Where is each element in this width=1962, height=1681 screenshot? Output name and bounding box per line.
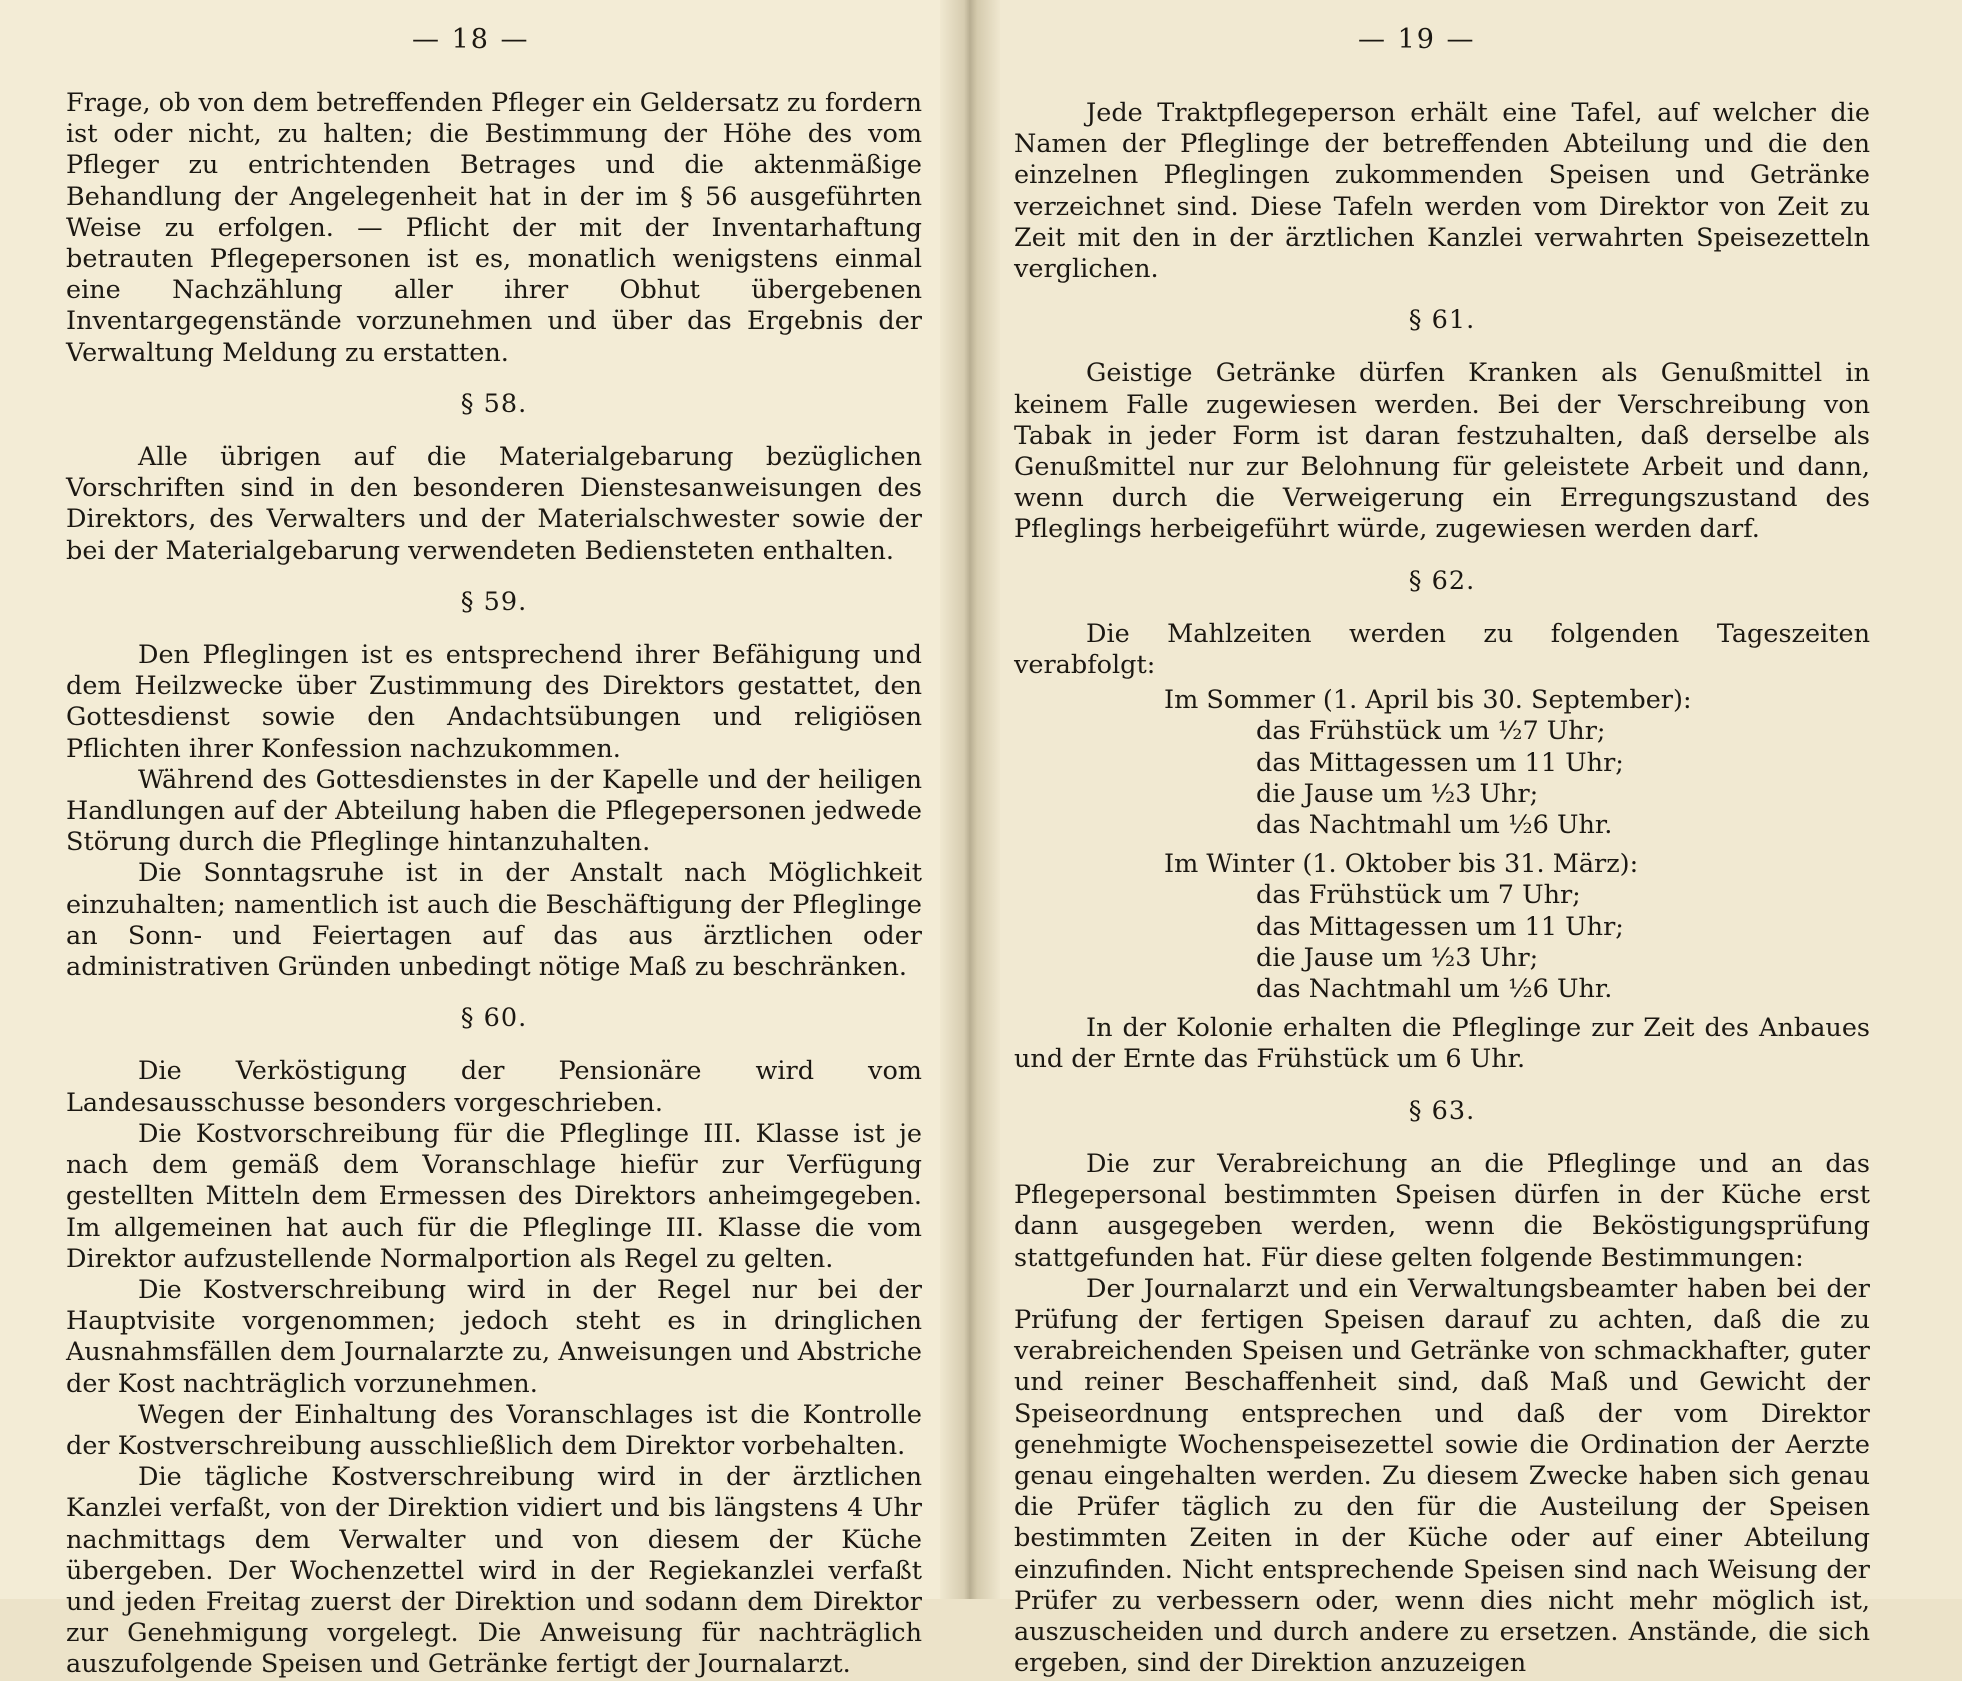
paragraph: In der Kolonie erhalten die Pfleglinge zur Zeit des Anbaues und der Ernte das Frühstück um 6 Uhr.: [1014, 1013, 1870, 1075]
meal-time: die Jause um ½3 Uhr;: [1256, 778, 1539, 809]
meal-time: das Nachtmahl um ½6 Uhr.: [1256, 810, 1613, 841]
paragraph: Während des Gottesdienstes in der Kapelle und der heiligen Handlungen auf der Abteilung haben die Pflegepersonen jedwede Störung durch die Pfleglinge hintanzuhalten.: [66, 764, 922, 858]
right-page: [980, 0, 1962, 1679]
paragraph: Jede Traktpflegeperson erhält eine Tafel, auf welcher die Namen der Pfleglinge der betreffenden Abteilung und die den einzelnen Pfleglingen zukommenden Speisen und Getränke verzeichnet sind. Diese Tafeln werden vom Direktor von Zeit zu Zeit mit den in der ärztlichen Kanzlei verwahrten Speisezetteln verglichen.: [1014, 98, 1870, 285]
paragraph: Die Sonntagsruhe ist in der Anstalt nach Möglichkeit einzuhalten; namentlich ist auch die Beschäftigung der Pfleglinge an Sonn- und Feiertagen auf das aus ärztlichen oder administrativen Gründen unbedingt nötige Maß zu beschränken.: [66, 858, 922, 983]
paragraph: Die zur Verabreichung an die Pfleglinge und an das Pflegepersonal bestimmten Speisen dürfen in der Küche erst dann ausgegeben werden, wenn die Beköstigungsprüfung stattgefunden hat. Für diese gelten folgende Bestimmungen:: [1014, 1148, 1870, 1273]
section-heading: § 63.: [1408, 1095, 1476, 1126]
paragraph: Alle übrigen auf die Materialgebarung bezüglichen Vorschriften sind in den besonderen Dienstesanweisungen des Direktors, des Verwalters und der Materialschwester sowie der bei der Materialgebarung verwendeten Bediensteten enthalten.: [66, 442, 922, 566]
book-gutter: [940, 0, 1000, 1599]
page-text: [66, 88, 922, 1681]
section-heading: § 59.: [460, 586, 528, 617]
left-page: [0, 0, 968, 1680]
page-number: — 18 —: [412, 24, 530, 55]
meal-time: das Mittagessen um 11 Uhr;: [1256, 747, 1624, 778]
meal-time: die Jause um ½3 Uhr;: [1256, 942, 1539, 973]
paragraph: Die Mahlzeiten werden zu folgenden Tageszeiten verabfolgt:: [1014, 618, 1870, 681]
paragraph: Den Pfleglingen ist es entsprechend ihrer Befähigung und dem Heilzwecke über Zustimmung des Direktors gestattet, den Gottesdienst sowie den Andachtsübungen und religiösen Pflichten ihrer Konfession nachzukommen.: [66, 640, 922, 764]
section-heading: § 61.: [1408, 305, 1476, 336]
paragraph: Wegen der Einhaltung des Voranschlages ist die Kontrolle der Kostverschreibung ausschließlich dem Direktor vorbehalten.: [66, 1399, 922, 1461]
meal-schedule: [1014, 849, 1870, 1005]
paragraph: Der Journalarzt und ein Verwaltungsbeamter haben bei der Prüfung der fertigen Speisen darauf zu achten, daß die zu verabreichenden Speisen und Getränke von schmackhafter, guter und reiner Beschaffenheit sind, daß Maß und Gewicht der Speiseordnung entsprechen und daß der vom Direktor genehmigte Wochenspeisezettel sowie die Ordination der Aerzte genau eingehalten werden. Zu diesem Zwecke haben sich genau die Prüfer täglich zu den für die Austeilung der Speisen bestimmten Zeiten in der Küche oder auf einer Abteilung einzufinden. Nicht entsprechende Speisen sind nach Weisung der Prüfer zu verbessern oder, wenn dies nicht mehr möglich ist, auszuscheiden und durch andere zu ersetzen. Anstände, die sich ergeben, sind der Direktion anzuzeigen: [1014, 1273, 1870, 1679]
paragraph: Die tägliche Kostverschreibung wird in der ärztlichen Kanzlei verfaßt, von der Direktion vidiert und bis längstens 4 Uhr nachmittags dem Verwalter und von diesem der Küche übergeben. Der Wochenzettel wird in der Regiekanzlei verfaßt und jeden Freitag zuerst der Direktion und sodann dem Direktor zur Genehmigung vorgelegt. Die Anweisung für nachträglich auszufolgende Speisen und Getränke fertigt der Journalarzt.: [66, 1462, 922, 1680]
section-heading: § 58.: [460, 388, 528, 419]
paragraph: Frage, ob von dem betreffenden Pfleger ein Geldersatz zu fordern ist oder nicht, zu halten; die Bestimmung der Höhe des vom Pfleger zu entrichtenden Betrages und die aktenmäßige Behandlung der Angelegenheit hat in der im § 56 ausgeführten Weise zu erfolgen. — Pflicht der mit der Inventarhaftung betrauten Pflegepersonen ist es, monatlich wenigstens einmal eine Nachzählung aller ihrer Obhut übergebenen Inventargegenstände vorzunehmen und über das Ergebnis der Verwaltung Meldung zu erstatten.: [66, 88, 923, 368]
meal-time: das Frühstück um 7 Uhr;: [1256, 880, 1581, 911]
meal-time: das Nachtmahl um ½6 Uhr.: [1256, 974, 1613, 1005]
paragraph: Die Kostvorschreibung für die Pfleglinge III. Klasse ist je nach dem gemäß dem Voranschlage hiefür zur Verfügung gestellten Mitteln dem Ermessen des Direktors anheimgegeben. Im allgemeinen hat auch für die Pfleglinge III. Klasse die vom Direktor aufzustellende Normalportion als Regel zu gelten.: [66, 1118, 922, 1274]
section-heading: § 62.: [1408, 565, 1476, 596]
paragraph: Die Kostverschreibung wird in der Regel nur bei der Hauptvisite vorgenommen; jedoch steht es in dringlichen Ausnahmsfällen dem Journalarzte zu, Anweisungen und Abstriche der Kost nachträglich vorzunehmen.: [66, 1274, 922, 1399]
section-heading: § 60.: [460, 1003, 528, 1034]
meal-time: das Frühstück um ½7 Uhr;: [1256, 716, 1606, 747]
season-heading: Im Sommer (1. April bis 30. September):: [1164, 685, 1692, 716]
paragraph: Die Verköstigung der Pensionäre wird vom Landesausschusse besonders vorgeschrieben.: [66, 1056, 922, 1118]
meal-schedule: [1014, 685, 1870, 841]
paragraph: Geistige Getränke dürfen Kranken als Genußmittel in keinem Falle zugewiesen werden. Bei der Verschreibung von Tabak in jeder Form ist daran festzuhalten, daß derselbe als Genußmittel nur zur Belohnung für geleistete Arbeit und dann, wenn durch die Verweigerung ein Erregungszustand des Pfleglings herbeigeführt würde, zugewiesen werden darf.: [1014, 358, 1870, 545]
season-heading: Im Winter (1. Oktober bis 31. März):: [1164, 849, 1639, 880]
meal-time: das Mittagessen um 11 Uhr;: [1256, 911, 1624, 942]
page-text: [1014, 98, 1870, 1679]
page-number: — 19 —: [1358, 24, 1476, 55]
